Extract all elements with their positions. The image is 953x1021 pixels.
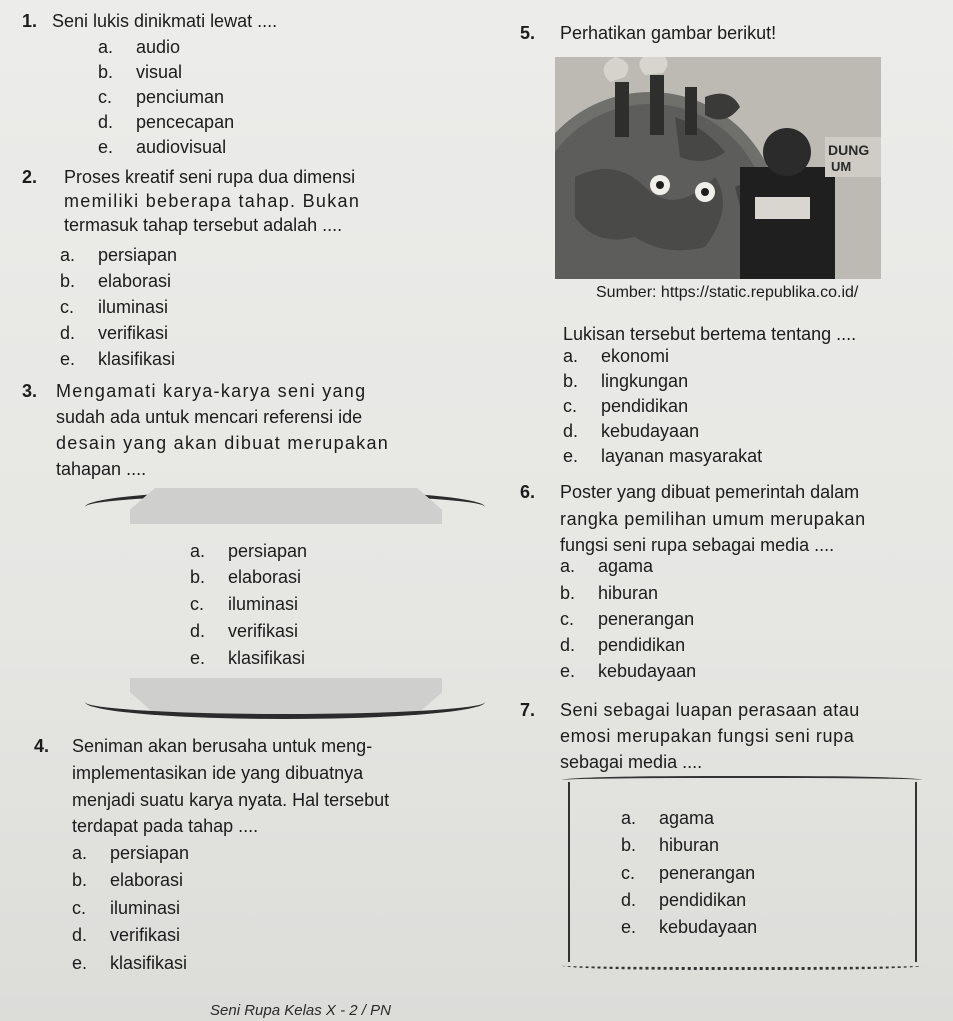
q3-line-2: sudah ada untuk mencari referensi ide: [56, 407, 363, 427]
q2-line-1: Proses kreatif seni rupa dua dimensi: [64, 167, 356, 187]
q3-option-e[interactable]: e. klasifikasi: [190, 648, 306, 668]
q1-option-c[interactable]: c. penciuman: [98, 87, 225, 107]
q4-option-b[interactable]: b. elaborasi: [72, 870, 184, 890]
q5-option-e[interactable]: e. layanan masyarakat: [563, 446, 763, 466]
q7-line-3: sebagai media ....: [560, 752, 703, 772]
q5-option-d[interactable]: d. kebudayaan: [563, 421, 700, 441]
options-frame-top: [130, 488, 442, 524]
q2-line-2: memiliki beberapa tahap. Bukan: [64, 191, 361, 211]
q5-question: Lukisan tersebut bertema tentang ....: [563, 324, 857, 344]
q7-option-e[interactable]: e. kebudayaan: [621, 917, 758, 937]
q7-number: 7.: [520, 700, 536, 720]
q2-line-3: termasuk tahap tersebut adalah ....: [64, 215, 343, 235]
q1-option-a[interactable]: a. audio: [98, 37, 181, 57]
q2-option-e[interactable]: e. klasifikasi: [60, 349, 176, 369]
q4-option-d[interactable]: d. verifikasi: [72, 925, 181, 945]
q1-option-d[interactable]: d. pencecapan: [98, 112, 235, 132]
q1-option-b[interactable]: b. visual: [98, 62, 183, 82]
q6-option-c[interactable]: c. penerangan: [560, 609, 695, 629]
q1-text: Seni lukis dinikmati lewat ....: [52, 11, 278, 31]
options-frame-bottom-border: [85, 702, 485, 719]
q4-number: 4.: [34, 736, 50, 756]
q2-option-d[interactable]: d. verifikasi: [60, 323, 169, 343]
q5-number: 5.: [520, 23, 536, 43]
q4-option-a[interactable]: a. persiapan: [72, 843, 190, 863]
q3-number: 3.: [22, 381, 38, 401]
q4-option-e[interactable]: e. klasifikasi: [72, 953, 188, 973]
earth-pollution-mural-icon: [555, 57, 881, 279]
svg-text:UM: UM: [831, 159, 852, 174]
q3-line-3: desain yang akan dibuat merupakan: [56, 433, 390, 453]
q2-option-a[interactable]: a. persiapan: [60, 245, 178, 265]
q2-number: 2.: [22, 167, 38, 187]
svg-text:DUNG: DUNG: [828, 142, 870, 158]
q3-line-1: Mengamati karya-karya seni yang: [56, 381, 367, 401]
q3-option-b[interactable]: b. elaborasi: [190, 567, 302, 587]
q1-option-e[interactable]: e. audiovisual: [98, 137, 227, 157]
q6-option-a[interactable]: a. agama: [560, 556, 654, 576]
q6-line-3: fungsi seni rupa sebagai media ....: [560, 535, 835, 555]
q7-line-1: Seni sebagai luapan perasaan atau: [560, 700, 860, 720]
q4-line-3: menjadi suatu karya nyata. Hal tersebut: [72, 790, 390, 810]
q2-option-b[interactable]: b. elaborasi: [60, 271, 172, 291]
q7-option-b[interactable]: b. hiburan: [621, 835, 720, 855]
q4-line-2: implementasikan ide yang dibuatnya: [72, 763, 364, 783]
q6-option-d[interactable]: d. pendidikan: [560, 635, 686, 655]
q3-option-a[interactable]: a. persiapan: [190, 541, 308, 561]
q6-number: 6.: [520, 482, 536, 502]
q7-line-2: emosi merupakan fungsi seni rupa: [560, 726, 855, 746]
q6-option-b[interactable]: b. hiburan: [560, 583, 659, 603]
q5-option-a[interactable]: a. ekonomi: [563, 346, 670, 366]
q4-option-c[interactable]: c. iluminasi: [72, 898, 181, 918]
q3-option-c[interactable]: c. iluminasi: [190, 594, 299, 614]
page-footer: Seni Rupa Kelas X - 2 / PN: [210, 1002, 391, 1019]
q5-source: Sumber: https://static.republika.co.id/: [596, 284, 859, 301]
q7-option-c[interactable]: c. penerangan: [621, 863, 756, 883]
q1-number: 1.: [22, 11, 38, 31]
q7-option-d[interactable]: d. pendidikan: [621, 890, 747, 910]
q5-option-b[interactable]: b. lingkungan: [563, 371, 689, 391]
q4-line-4: terdapat pada tahap ....: [72, 816, 259, 836]
q5-option-c[interactable]: c. pendidikan: [563, 396, 689, 416]
q5-text: Perhatikan gambar berikut!: [560, 23, 777, 43]
q7-option-a[interactable]: a. agama: [621, 808, 715, 828]
q6-line-1: Poster yang dibuat pemerintah dalam: [560, 482, 860, 502]
q3-line-4: tahapan ....: [56, 459, 147, 479]
q6-line-2: rangka pemilihan umum merupakan: [560, 509, 866, 529]
q6-option-e[interactable]: e. kebudayaan: [560, 661, 697, 681]
q2-option-c[interactable]: c. iluminasi: [60, 297, 169, 317]
q5-painting-image: [555, 57, 881, 279]
q3-option-d[interactable]: d. verifikasi: [190, 621, 299, 641]
q4-line-1: Seniman akan berusaha untuk meng-: [72, 736, 373, 756]
